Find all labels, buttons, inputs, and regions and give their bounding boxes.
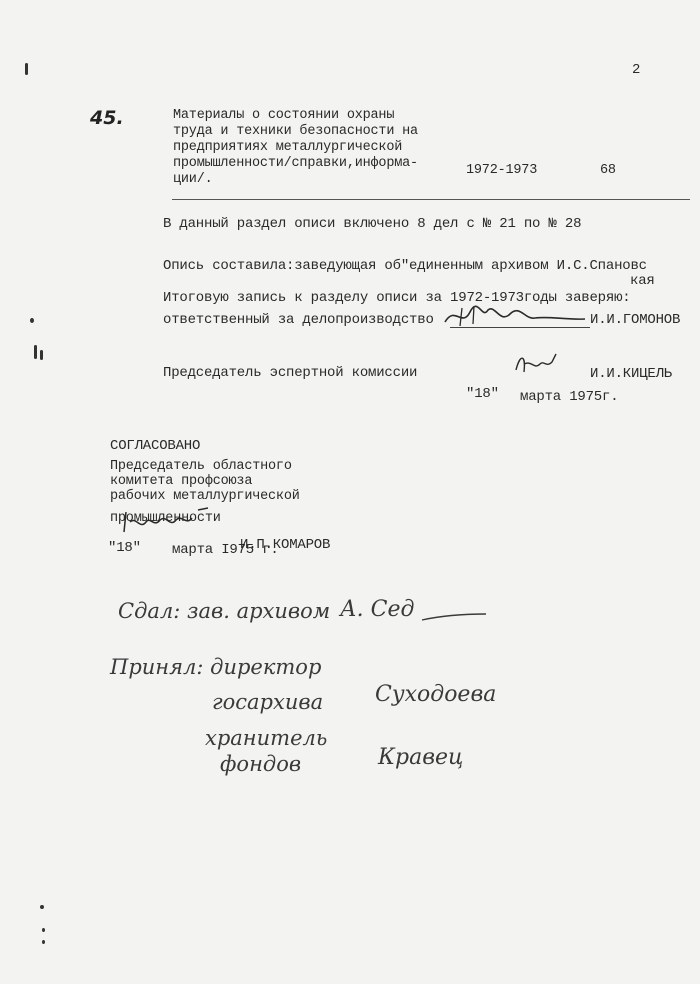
certification-name: И.И.ГОМОНОВ <box>590 312 681 328</box>
commission-date-day: "18" <box>466 386 499 402</box>
compiled-by-line: Опись составила:заведующая об"единенным архивом И.С.Спановс <box>163 258 647 274</box>
entry-sheets: 68 <box>600 163 616 178</box>
handed-over-signature: А. Сед <box>340 597 415 622</box>
commission-label: Председатель эспертной комиссии <box>163 365 418 381</box>
entry-title-line-2: труда и техники безопасности на <box>173 124 418 139</box>
entry-years: 1972-1973 <box>466 163 538 178</box>
approved-date-rest: марта I975 г. <box>172 542 279 558</box>
entry-title-line-4: промышленности/справки,информа- <box>173 156 418 171</box>
commission-date-rest: марта 1975г. <box>520 389 619 405</box>
handed-over-flourish <box>420 608 490 628</box>
approved-line-2: комитета профсоюза <box>110 474 253 489</box>
entry-title-line-5: ции/. <box>173 172 213 187</box>
page-number: 2 <box>632 62 641 78</box>
approved-date-day: "18" <box>108 540 141 556</box>
approved-name: И.П.КОМАРОВ <box>240 537 331 553</box>
approved-signature <box>120 506 215 538</box>
entry-underline <box>172 199 690 200</box>
margin-mark <box>30 318 34 323</box>
margin-mark <box>40 905 44 909</box>
entry-number: 45. <box>90 107 124 129</box>
custodian-line-1: хранитель <box>205 726 328 750</box>
certification-label: ответственный за делопроизводство <box>163 312 434 328</box>
certification-line-1: Итоговую запись к разделу описи за 1972-1973годы заверяю: <box>163 290 631 306</box>
accepted-signature: Суходоева <box>375 682 497 707</box>
approved-line-4: промышленности <box>110 511 221 526</box>
approved-line-3: рабочих металлургической <box>110 489 300 504</box>
entry-title-line-3: предприятиях металлургической <box>173 140 403 155</box>
summary-line: В данный раздел описи включено 8 дел с № 21 по № 28 <box>163 216 582 232</box>
margin-mark <box>42 940 45 944</box>
accepted-line-1: Принял: директор <box>110 655 322 679</box>
responsible-signature <box>440 300 590 330</box>
commission-signature <box>512 350 562 380</box>
commission-name: И.И.КИЦЕЛЬ <box>590 366 673 382</box>
margin-mark <box>40 350 43 360</box>
custodian-signature: Кравец <box>378 745 464 770</box>
margin-mark <box>34 345 37 359</box>
margin-mark <box>25 63 28 75</box>
compiled-by-continuation: кая <box>630 273 655 289</box>
margin-mark <box>42 928 45 932</box>
accepted-line-2: госархива <box>212 690 324 714</box>
entry-title-line-1: Материалы о состоянии охраны <box>173 108 395 123</box>
handed-over-text: Сдал: зав. архивом <box>118 599 331 623</box>
approved-heading: СОГЛАСОВАНО <box>110 438 201 454</box>
approved-line-1: Председатель областного <box>110 459 292 474</box>
custodian-line-2: фондов <box>220 752 302 776</box>
